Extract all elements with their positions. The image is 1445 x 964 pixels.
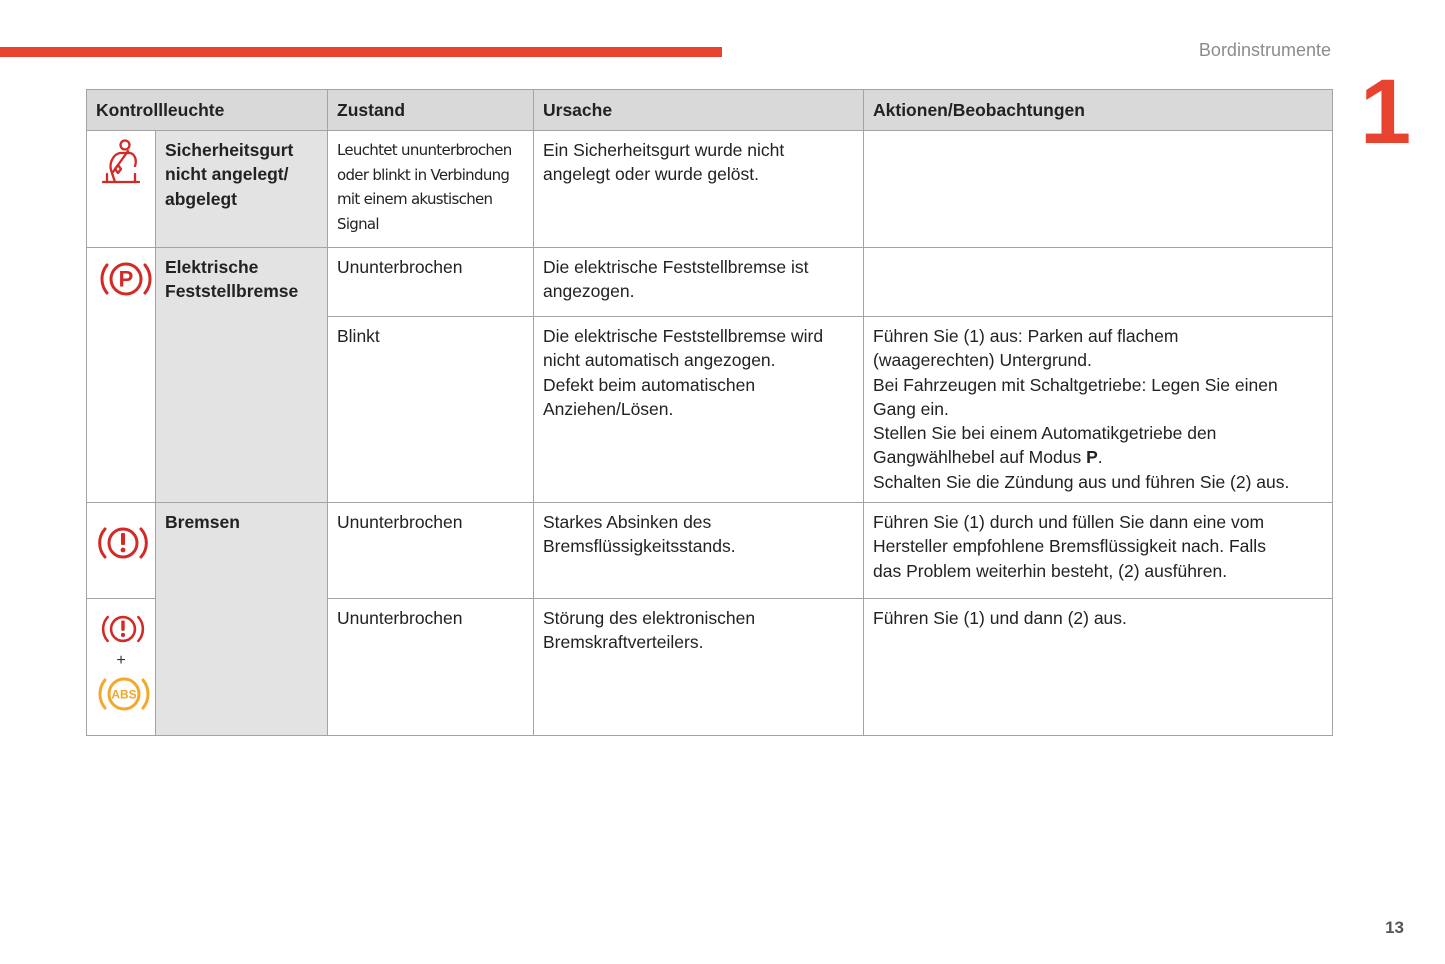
cause-line: Anziehen/Lösen. [543, 398, 674, 419]
action-line: Hersteller empfohlene Bremsflüssigkeit nach. Falls [873, 536, 1266, 557]
cause-line: nicht automatisch angezogen. [543, 350, 776, 371]
name-line: Bremsen [165, 512, 240, 533]
svg-text:P: P [118, 266, 134, 292]
action-line: (waagerechten) Untergrund. [873, 350, 1092, 371]
abs-icon-label: ABS [111, 687, 137, 702]
column-header-ursache: Ursache [534, 90, 864, 131]
condition-line: Ununterbrochen [337, 257, 463, 277]
condition-line: Signal [337, 214, 379, 233]
plus-sign: + [116, 652, 126, 670]
condition-cell [328, 503, 534, 599]
section-title: Bordinstrumente [1198, 40, 1331, 60]
cause-line: Die elektrische Feststellbremse ist [543, 257, 809, 277]
cause-cell [534, 248, 864, 317]
brake-warning-icon [96, 606, 150, 652]
action-line: Führen Sie (1) aus: Parken auf flachem [873, 326, 1179, 346]
action-text: Gangwählhebel auf Modus [873, 447, 1087, 468]
name-cell [156, 503, 328, 736]
condition-line: Ununterbrochen [337, 608, 463, 629]
condition-cell [328, 131, 534, 248]
action-line: Schalten Sie die Zündung aus und führen Sie (2) aus. [873, 471, 1290, 492]
condition-line: mit einem akustischen [337, 190, 493, 208]
warning-lights-table [86, 89, 1333, 736]
action-cell [864, 131, 1333, 248]
table-row [87, 503, 1333, 599]
icon-cell [87, 131, 156, 248]
column-header-kontrollleuchte: Kontrollleuchte [87, 90, 328, 131]
condition-line: Blinkt [337, 326, 380, 346]
condition-cell [328, 317, 534, 503]
header-accent-bar [0, 47, 722, 57]
cause-line: Bremsflüssigkeitsstands. [543, 536, 736, 557]
action-line: Stellen Sie bei einem Automatikgetriebe den [873, 423, 1217, 444]
seatbelt-icon [101, 138, 141, 186]
action-cell [864, 599, 1333, 736]
name-line: Feststellbremse [165, 281, 299, 302]
table-row [87, 131, 1333, 248]
action-cell [864, 248, 1333, 317]
cause-line: Die elektrische Feststellbremse wird [543, 326, 824, 346]
icon-cell [87, 503, 156, 599]
column-header-zustand: Zustand [328, 90, 534, 131]
cause-line: Störung des elektronischen [543, 608, 756, 629]
name-line: Elektrische [165, 257, 259, 277]
name-cell [156, 248, 328, 503]
name-line: Sicherheitsgurt [165, 140, 294, 160]
cause-line: Starkes Absinken des [543, 512, 712, 533]
condition-cell [328, 248, 534, 317]
table-header-row [87, 90, 1333, 131]
abs-icon [96, 670, 152, 718]
name-line: abgelegt [165, 188, 237, 209]
cause-cell [534, 503, 864, 599]
cause-cell [534, 131, 864, 248]
action-line: Bei Fahrzeugen mit Schaltgetriebe: Legen Sie einen [873, 374, 1278, 395]
cause-cell [534, 599, 864, 736]
cause-line: angelegt oder wurde gelöst. [543, 164, 759, 185]
cause-line: Bremskraftverteilers. [543, 632, 704, 653]
condition-line: oder blinkt in Verbindung [337, 165, 510, 184]
condition-cell [328, 599, 534, 736]
action-text: . [1097, 447, 1103, 468]
name-cell [156, 131, 328, 248]
parking-brake-icon [96, 255, 156, 303]
page-number: 13 [1385, 918, 1404, 937]
condition-line: Leuchtet ununterbrochen [337, 141, 512, 159]
cause-line: Ein Sicherheitsgurt wurde nicht [543, 140, 785, 160]
action-line: Gang ein. [873, 398, 949, 419]
condition-line: Ununterbrochen [337, 512, 463, 533]
chapter-number: 1 [1360, 61, 1412, 163]
cause-line: angezogen. [543, 281, 635, 302]
brake-warning-icon [96, 516, 150, 570]
action-cell [864, 317, 1333, 503]
icon-cell [87, 599, 156, 736]
cause-cell [534, 317, 864, 503]
action-cell [864, 503, 1333, 599]
mode-p-label: P [1086, 447, 1098, 468]
name-line: nicht angelegt/ [165, 164, 289, 185]
cause-line: Defekt beim automatischen [543, 374, 756, 395]
column-header-aktionen: Aktionen/Beobachtungen [864, 90, 1333, 131]
action-line: das Problem weiterhin besteht, (2) ausführen. [873, 560, 1228, 581]
icon-cell [87, 248, 156, 503]
action-line: Führen Sie (1) durch und füllen Sie dann eine vom [873, 512, 1265, 533]
action-line: Führen Sie (1) und dann (2) aus. [873, 608, 1127, 629]
table-row [87, 248, 1333, 317]
action-line [873, 445, 1323, 469]
